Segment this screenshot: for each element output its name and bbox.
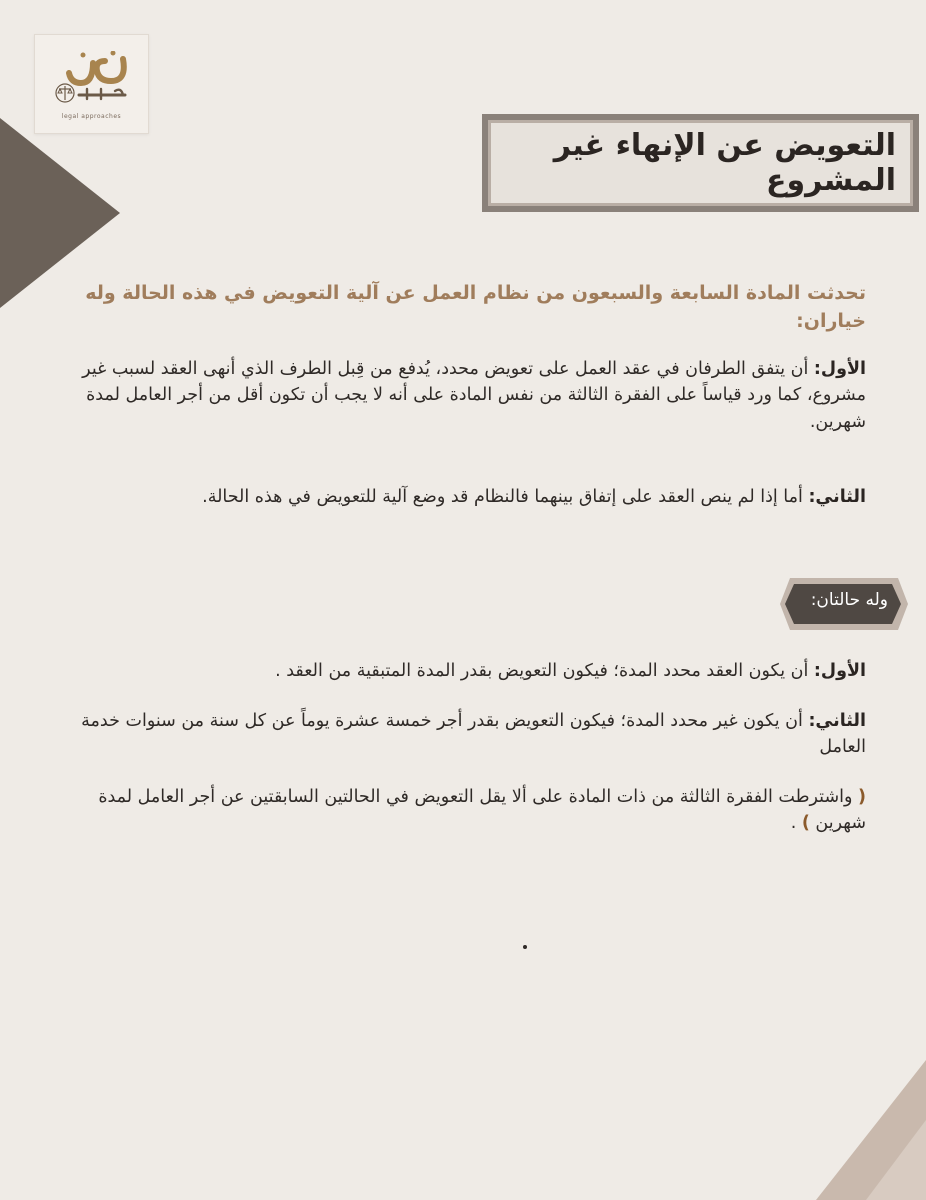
case-two-label: الثاني:	[808, 711, 866, 731]
option-one-text: أن يتفق الطرفان في عقد العمل على تعويض محدد، يُدفع من قِبل الطرف الذي أنهى العقد لسبب غير مشروع، كما ورد قياساً على الفقرة الثالثة من نفس المادة على أنه لا يجب أن تكون أقل من أجر العامل لمدة شهرين.	[82, 359, 866, 432]
case-one-label: الأول:	[813, 661, 866, 681]
case-one-paragraph	[60, 658, 866, 684]
decorative-dot	[523, 945, 527, 949]
section-label: وله حالتان:	[810, 590, 888, 610]
option-two-paragraph	[60, 484, 866, 510]
logo-caption: legal approaches	[61, 113, 122, 120]
close-parenthesis: )	[801, 813, 810, 834]
brand-logo	[34, 34, 149, 134]
case-one-text: أن يكون العقد محدد المدة؛ فيكون التعويض بقدر المدة المتبقية من العقد .	[275, 661, 814, 681]
option-one-paragraph	[60, 356, 866, 435]
condition-end: .	[790, 813, 802, 834]
case-two-paragraph	[60, 708, 866, 761]
section-tab	[780, 578, 908, 630]
decorative-corner-inner	[866, 1120, 926, 1200]
option-two-text: أما إذا لم ينص العقد على إتفاق بينهما فالنظام قد وضع آلية للتعويض في هذه الحالة.	[202, 487, 809, 507]
intro-text: تحدثت المادة السابعة والسبعون من نظام العمل عن آلية التعويض في هذه الحالة وله خياران:	[85, 282, 866, 332]
open-parenthesis: (	[858, 787, 866, 807]
condition-paragraph	[60, 784, 866, 837]
option-one-label: الأول:	[813, 359, 866, 379]
condition-text: واشترطت الفقرة الثالثة من ذات المادة على ألا يقل التعويض في الحالتين السابقتين عن أجر العامل لمدة شهرين	[98, 787, 866, 834]
title-frame	[488, 120, 913, 206]
title-banner	[482, 114, 919, 212]
case-two-text: أن يكون غير محدد المدة؛ فيكون التعويض بقدر أجر خمسة عشرة يوماً عن كل سنة من سنوات خدمة العامل	[81, 711, 866, 758]
page-title: التعويض عن الإنهاء غير المشروع	[553, 128, 896, 198]
option-two-label: الثاني:	[808, 487, 866, 507]
intro-block	[60, 280, 866, 335]
scales-logo-icon	[53, 51, 133, 107]
